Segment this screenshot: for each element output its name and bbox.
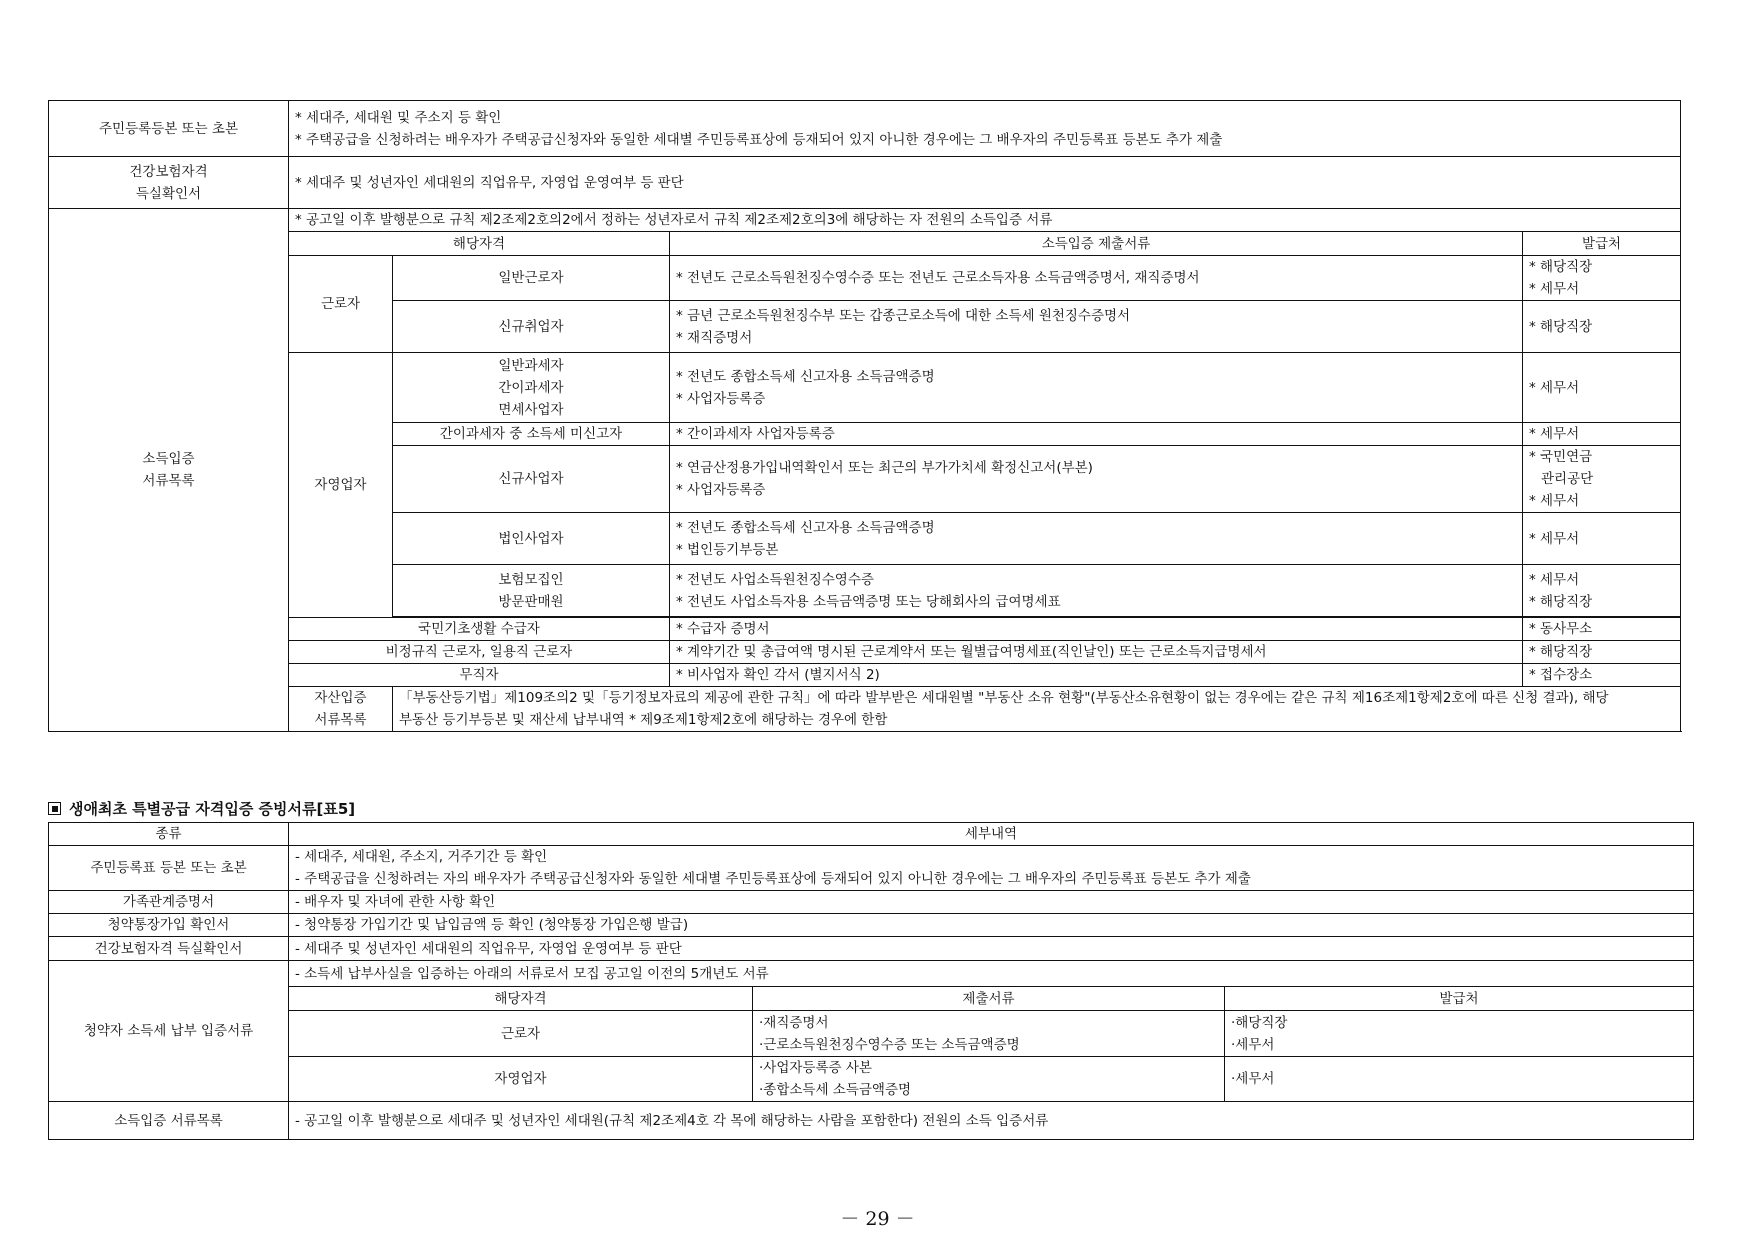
t1-docs-new-business: * 연금산정용가입내역확인서 또는 최근의 부가가치세 확정신고서(부본) * 사업자등록증 <box>670 446 1523 513</box>
t1-issuer-general-worker: * 해당직장 * 세무서 <box>1523 256 1681 301</box>
table-row <box>49 1011 1694 1057</box>
t1-type-non-filer: 간이과세자 중 소득세 미신고자 <box>393 423 670 446</box>
section-title: 생애최초 특별공급 자격입증 증빙서류[표5] <box>48 798 355 819</box>
t1-health-label: 건강보험자격 득실확인서 <box>49 157 289 209</box>
t1-issuer-irregular: * 해당직장 <box>1523 641 1681 664</box>
t1-docs-irregular: * 계약기간 및 총급여액 명시된 근로계약서 또는 월별급여명세표(직인날인) 또는 근로소득지급명세서 <box>670 641 1523 664</box>
t1-group-self-employed: 자영업자 <box>289 353 393 618</box>
table-row <box>49 914 1694 937</box>
t2-header-row <box>49 823 1694 846</box>
table-row <box>49 641 1681 664</box>
income-doc-table <box>48 100 1681 732</box>
t2-health-label: 건강보험자격 득실확인서 <box>49 937 289 961</box>
t2-resident-detail: - 세대주, 세대원, 주소지, 거주기간 등 확인 - 주택공급을 신청하려는 자의 배우자가 주택공급신청자와 동일한 세대별 주민등록표상에 등재되어 있지 아니한 경우에는 그 배우자의 주민등록표 등본도 추가 제출 <box>289 846 1694 891</box>
t1-header-issuer: 발급처 <box>1523 232 1681 256</box>
t1-asset-label: 자산입증 서류목록 <box>289 687 393 732</box>
t2-tax-header-issuer: 발급처 <box>1225 987 1694 1011</box>
t2-tax-type-worker: 근로자 <box>289 1011 753 1057</box>
t1-type-insurance: 보험모집인 방문판매원 <box>393 565 670 617</box>
t1-docs-taxpayers: * 전년도 종합소득세 신고자용 소득금액증명 * 사업자등록증 <box>670 353 1523 423</box>
t1-issuer-new-hire: * 해당직장 <box>1523 301 1681 353</box>
t2-tax-docs-worker: ·재직증명서 ·근로소득원천징수영수증 또는 소득금액증명 <box>753 1011 1225 1057</box>
t1-issuer-corporate: * 세무서 <box>1523 513 1681 565</box>
table-row <box>49 1102 1694 1140</box>
t2-account-detail: - 청약통장 가입기간 및 납입금액 등 확인 (청약통장 가입은행 발급) <box>289 914 1694 937</box>
t1-income-intro: * 공고일 이후 발행분으로 규칙 제2조제2호의2에서 정하는 성년자로서 규칙 제2조제2호의3에 해당하는 자 전원의 소득입증 서류 <box>289 209 1681 232</box>
t1-type-taxpayers: 일반과세자 간이과세자 면세사업자 <box>393 353 670 423</box>
t2-family-detail: - 배우자 및 자녀에 관한 사항 확인 <box>289 891 1694 914</box>
t1-type-irregular: 비정규직 근로자, 일용직 근로자 <box>289 641 670 664</box>
t2-tax-issuer-self: ·세무서 <box>1225 1057 1694 1102</box>
t1-group-worker: 근로자 <box>289 256 393 353</box>
t2-tax-header-docs: 제출서류 <box>753 987 1225 1011</box>
page-number: － 29 － <box>840 1208 915 1230</box>
t1-header-docs: 소득입증 제출서류 <box>670 232 1523 256</box>
t2-account-label: 청약통장가입 확인서 <box>49 914 289 937</box>
t1-row-asset <box>49 687 1681 732</box>
t1-docs-unemployed: * 비사업자 확인 각서 (별지서식 2) <box>670 664 1523 687</box>
t1-health-detail: * 세대주 및 성년자인 세대원의 직업유무, 자영업 운영여부 등 판단 <box>289 157 1681 209</box>
t1-type-general-worker: 일반근로자 <box>393 256 670 301</box>
table-row <box>49 353 1681 423</box>
table-row <box>49 618 1681 641</box>
t1-resident-detail: * 세대주, 세대원 및 주소지 등 확인 * 주택공급을 신청하려는 배우자가 주택공급신청자와 동일한 세대별 주민등록표상에 등재되어 있지 아니한 경우에는 그 배우자의 주민등록표 등본도 추가 제출 <box>289 101 1681 157</box>
t2-tax-issuer-worker: ·해당직장 ·세무서 <box>1225 1011 1694 1057</box>
table-row <box>49 891 1694 914</box>
square-bullet-icon <box>48 802 61 815</box>
t2-tax-label: 청약자 소득세 납부 입증서류 <box>49 961 289 1102</box>
t1-type-corporate: 법인사업자 <box>393 513 670 565</box>
t2-income-detail: - 공고일 이후 발행분으로 세대주 및 성년자인 세대원(규칙 제2조제4호 각 목에 해당하는 사람을 포함한다) 전원의 소득 입증서류 <box>289 1102 1694 1140</box>
t1-docs-corporate: * 전년도 종합소득세 신고자용 소득금액증명 * 법인등기부등본 <box>670 513 1523 565</box>
table-row <box>49 664 1681 687</box>
t1-income-header-row <box>49 232 1681 256</box>
t1-issuer-basic-livelihood: * 동사무소 <box>1523 618 1681 641</box>
t2-resident-label: 주민등록표 등본 또는 초본 <box>49 846 289 891</box>
t1-issuer-taxpayers: * 세무서 <box>1523 353 1681 423</box>
t1-type-new-hire: 신규취업자 <box>393 301 670 353</box>
t1-row-health <box>49 157 1681 209</box>
t2-tax-type-self: 자영업자 <box>289 1057 753 1102</box>
table-row <box>49 937 1694 961</box>
t2-header-type: 종류 <box>49 823 289 846</box>
t1-docs-insurance: * 전년도 사업소득원천징수영수증 * 전년도 사업소득자용 소득금액증명 또는 당해회사의 급여명세표 <box>670 565 1523 617</box>
t1-header-qualification: 해당자격 <box>289 232 670 256</box>
t2-income-label: 소득입증 서류목록 <box>49 1102 289 1140</box>
t2-tax-header-qualification: 해당자격 <box>289 987 753 1011</box>
t1-type-new-business: 신규사업자 <box>393 446 670 513</box>
t2-tax-header-row <box>49 987 1694 1011</box>
t1-type-basic-livelihood: 국민기초생활 수급자 <box>289 618 670 641</box>
table-row <box>49 846 1694 891</box>
t1-docs-non-filer: * 간이과세자 사업자등록증 <box>670 423 1523 446</box>
t1-issuer-unemployed: * 접수장소 <box>1523 664 1681 687</box>
table-row <box>49 1057 1694 1102</box>
t1-docs-general-worker: * 전년도 근로소득원천징수영수증 또는 전년도 근로소득자용 소득금액증명서, 재직증명서 <box>670 256 1523 301</box>
t2-health-detail: - 세대주 및 성년자인 세대원의 직업유무, 자영업 운영여부 등 판단 <box>289 937 1694 961</box>
t1-docs-basic-livelihood: * 수급자 증명서 <box>670 618 1523 641</box>
t1-type-unemployed: 무직자 <box>289 664 670 687</box>
t2-tax-intro: - 소득세 납부사실을 입증하는 아래의 서류로서 모집 공고일 이전의 5개년도 서류 <box>289 961 1694 987</box>
t2-header-detail: 세부내역 <box>289 823 1694 846</box>
t1-row-resident <box>49 101 1681 157</box>
t1-income-label: 소득입증 서류목록 <box>49 209 289 732</box>
t1-issuer-insurance: * 세무서 * 해당직장 <box>1523 565 1681 617</box>
t2-tax-docs-self: ·사업자등록증 사본 ·종합소득세 소득금액증명 <box>753 1057 1225 1102</box>
t1-asset-detail: 「부동산등기법」제109조의2 및「등기정보자료의 제공에 관한 규칙」에 따라 발부받은 세대원별 "부동산 소유 현황"(부동산소유현황이 없는 경우에는 같은 규칙 제16조제1항제2호에 따른 신청 결과), 해당 부동산 등기부등본 및 재산세 납부내역 * 제9조제1항제2호에 해당하는 경우에 한함 <box>393 687 1681 732</box>
t1-issuer-non-filer: * 세무서 <box>1523 423 1681 446</box>
table-row <box>49 256 1681 301</box>
t1-issuer-new-business: * 국민연금 관리공단 * 세무서 <box>1523 446 1681 513</box>
t1-resident-label: 주민등록등본 또는 초본 <box>49 101 289 157</box>
t1-docs-new-hire: * 금년 근로소득원천징수부 또는 갑종근로소득에 대한 소득세 원천징수증명서 * 재직증명서 <box>670 301 1523 353</box>
t2-family-label: 가족관계증명서 <box>49 891 289 914</box>
first-time-doc-table <box>48 822 1694 1140</box>
